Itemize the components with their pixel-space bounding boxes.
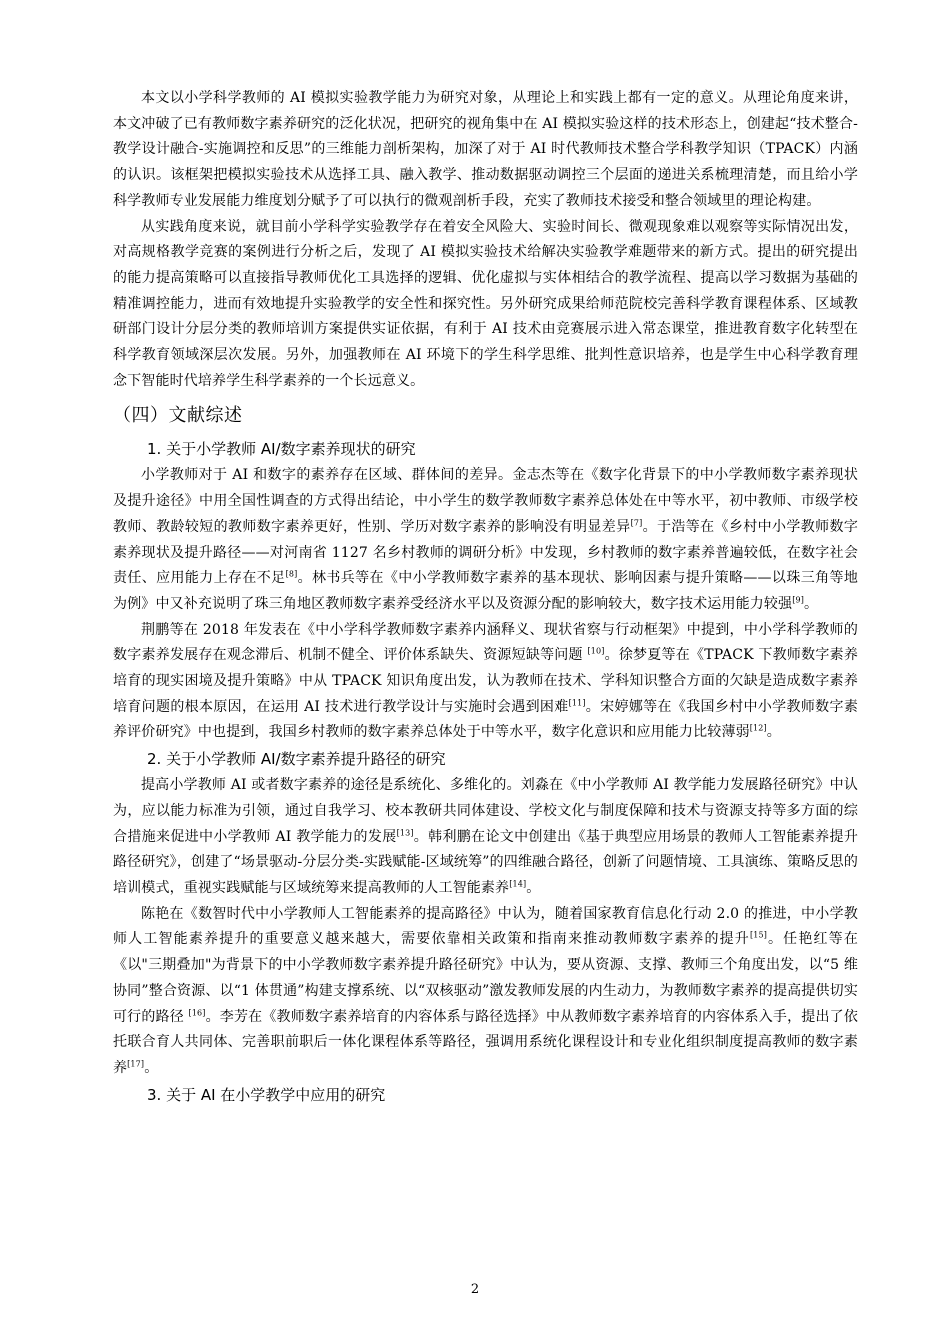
- document-page: [113, 86, 858, 1109]
- sub2-paragraph-1: 提高小学教师 AI 或者数字素养的途径是系统化、多维化的。刘淼在《中小学教师 AI 教学能力发展路径研究》中认为，应以能力标准为引领，通过自我学习、校本教研共同体建设、学校文化与制度保障和技术与资源支持等多方面的综合措施来促进中小学教师 AI 教学能力的发展[13]。韩利鹏在论文中创建出《基于典型应用场景的教师人工智能素养提升路径研究》，创建了“场景驱动-分层分类-实践赋能-区域统筹”的四维融合路径，创新了问题情境、工具演练、策略反思的培训模式，重视实践赋能与区域统筹来提高教师的人工智能素养[14]。: [113, 777, 858, 896]
- citation-17: [17]: [127, 1059, 145, 1069]
- subsection-heading-1: 1. 关于小学教师 AI/数字素养现状的研究: [147, 440, 416, 459]
- sub1-paragraph-2: 荆鹏等在 2018 年发表在《中小学科学教师数字素养内涵释义、现状省察与行动框架》中提到，中小学科学教师的数字素养发展存在观念滞后、机制不健全、评价体系缺失、资源短缺等问题 [10]。徐梦夏等在《TPACK 下教师数字素养培育的现实困境及提升策略》中从 TPACK 知识角度出发，认为教师在技术、学科知识整合方面的欠缺是造成数字素养培育问题的根本原因，在运用 AI 技术进行教学设计与实施时会遇到困难[11]。宋婷娜等在《我国乡村中小学教师数字素养评价研究》中也提到，我国乡村教师的数字素养总体处于中等水平，数字化意识和应用能力比较薄弱[12]。: [113, 621, 859, 741]
- citation-9: [9]: [792, 595, 804, 605]
- intro-paragraph-2: 从实践角度来说，就目前小学科学实验教学存在着安全风险大、实验时间长、微观现象难以观察等实际情况出发，对高规格教学竞赛的案例进行分析之后，发现了 AI 模拟实验技术给解决实验教学难题带来的新方式。提出的研究提出的能力提高策略可以直接指导教师优化工具选择的逻辑、优化虚拟与实体相结合的教学流程、提高以学习数据为基础的精准调控能力，进而有效地提升实验教学的安全性和探究性。另外研究成果给师范院校完善科学教育课程体系、区域教研部门设计分层分类的教师培训方案提供实证依据，有利于 AI 技术由竞赛展示进入常态课堂，推进教育数字化转型在科学教育领域深层次发展。另外，加强教师在 AI 环境下的学生科学思维、批判性意识培养，也是学生中心科学教育理念下智能时代培养学生科学素养的一个长远意义。: [113, 218, 858, 389]
- intro-paragraph-1: 本文以小学科学教师的 AI 模拟实验教学能力为研究对象，从理论上和实践上都有一定的意义。从理论角度来讲，本文冲破了已有教师数字素养研究的泛化状况，把研究的视角集中在 AI 模拟实验这样的技术形态上，创建起“技术整合-教学设计融合-实施调控和反思”的三维能力剖析架构，加深了对于 AI 时代教师技术整合学科教学知识（TPACK）内涵的认识。该框架把模拟实验技术从选择工具、融入教学、推动数据驱动调控三个层面的递进关系梳理清楚，而且给小学科学教师专业发展能力维度划分赋予了可以执行的微观剖析手段，充实了教师技术接受和整合领域里的理论构建。: [113, 90, 858, 209]
- sub2-paragraph-2: 陈艳在《数智时代中小学教师人工智能素养的提高路径》中认为，随着国家教育信息化行动 2.0 的推进，中小学教师人工智能素养提升的重要意义越来越大，需要依靠相关政策和指南来推动教师数字素养的提升[15]。任艳红等在《以"三期叠加"为背景下的中小学教师数字素养提升路径研究》中认为，要从资源、支撑、教师三个角度出发，以“5 维协同”整合资源、以“1 体贯通”构建支撑系统、以“双核驱动”激发教师发展的内生动力，为教师数字素养的提高提供切实可行的路径 [16]。李芳在《教师数字素养培育的内容体系与路径选择》中从教师数字素养培育的内容体系入手，提出了依托联合育人共同体、完善职前职后一体化课程体系等路径，强调用系统化课程设计和专业化组织制度提高教师的数字素养[17]。: [113, 905, 858, 1076]
- citation-7: [7]: [630, 518, 643, 528]
- citation-14: [14]: [509, 879, 527, 889]
- sub1-paragraph-1: 小学教师对于 AI 和数字的素养存在区域、群体间的差异。金志杰等在《数字化背景下的中小学教师数字素养现状及提升途径》中用全国性调查的方式得出结论，中小学生的数学教师数字素养总体处在中等水平，初中教师、市级学校教师、教龄较短的教师数字素养更好，性别、学历对数字素养的影响没有明显差异[7]。于浩等在《乡村中小学教师数字素养现状及提升路径——对河南省 1127 名乡村教师的调研分析》中发现，乡村教师的数字素养普遍较低，在数字社会责任、应用能力上存在不足[8]。林书兵等在《中小学教师数字素养的基本现状、影响因素与提升策略——以珠三角等地为例》中又补充说明了珠三角地区教师数字素养受经济水平以及资源分配的影响较大，数字技术运用能力较强[9]。: [113, 467, 859, 612]
- citation-16: [16]: [188, 1007, 206, 1017]
- section-heading-literature-review: （四）文献综述: [113, 405, 243, 427]
- citation-12: [12]: [749, 723, 767, 733]
- citation-11: [11]: [568, 698, 586, 708]
- page-number: 2: [470, 1282, 480, 1297]
- citation-13: [13]: [396, 827, 414, 837]
- citation-10: [10]: [587, 646, 605, 656]
- subsection-heading-2: 2. 关于小学教师 AI/数字素养提升路径的研究: [147, 750, 446, 769]
- citation-8: [8]: [285, 569, 298, 579]
- citation-15: [15]: [749, 930, 767, 940]
- subsection-heading-3: 3. 关于 AI 在小学教学中应用的研究: [147, 1085, 386, 1104]
